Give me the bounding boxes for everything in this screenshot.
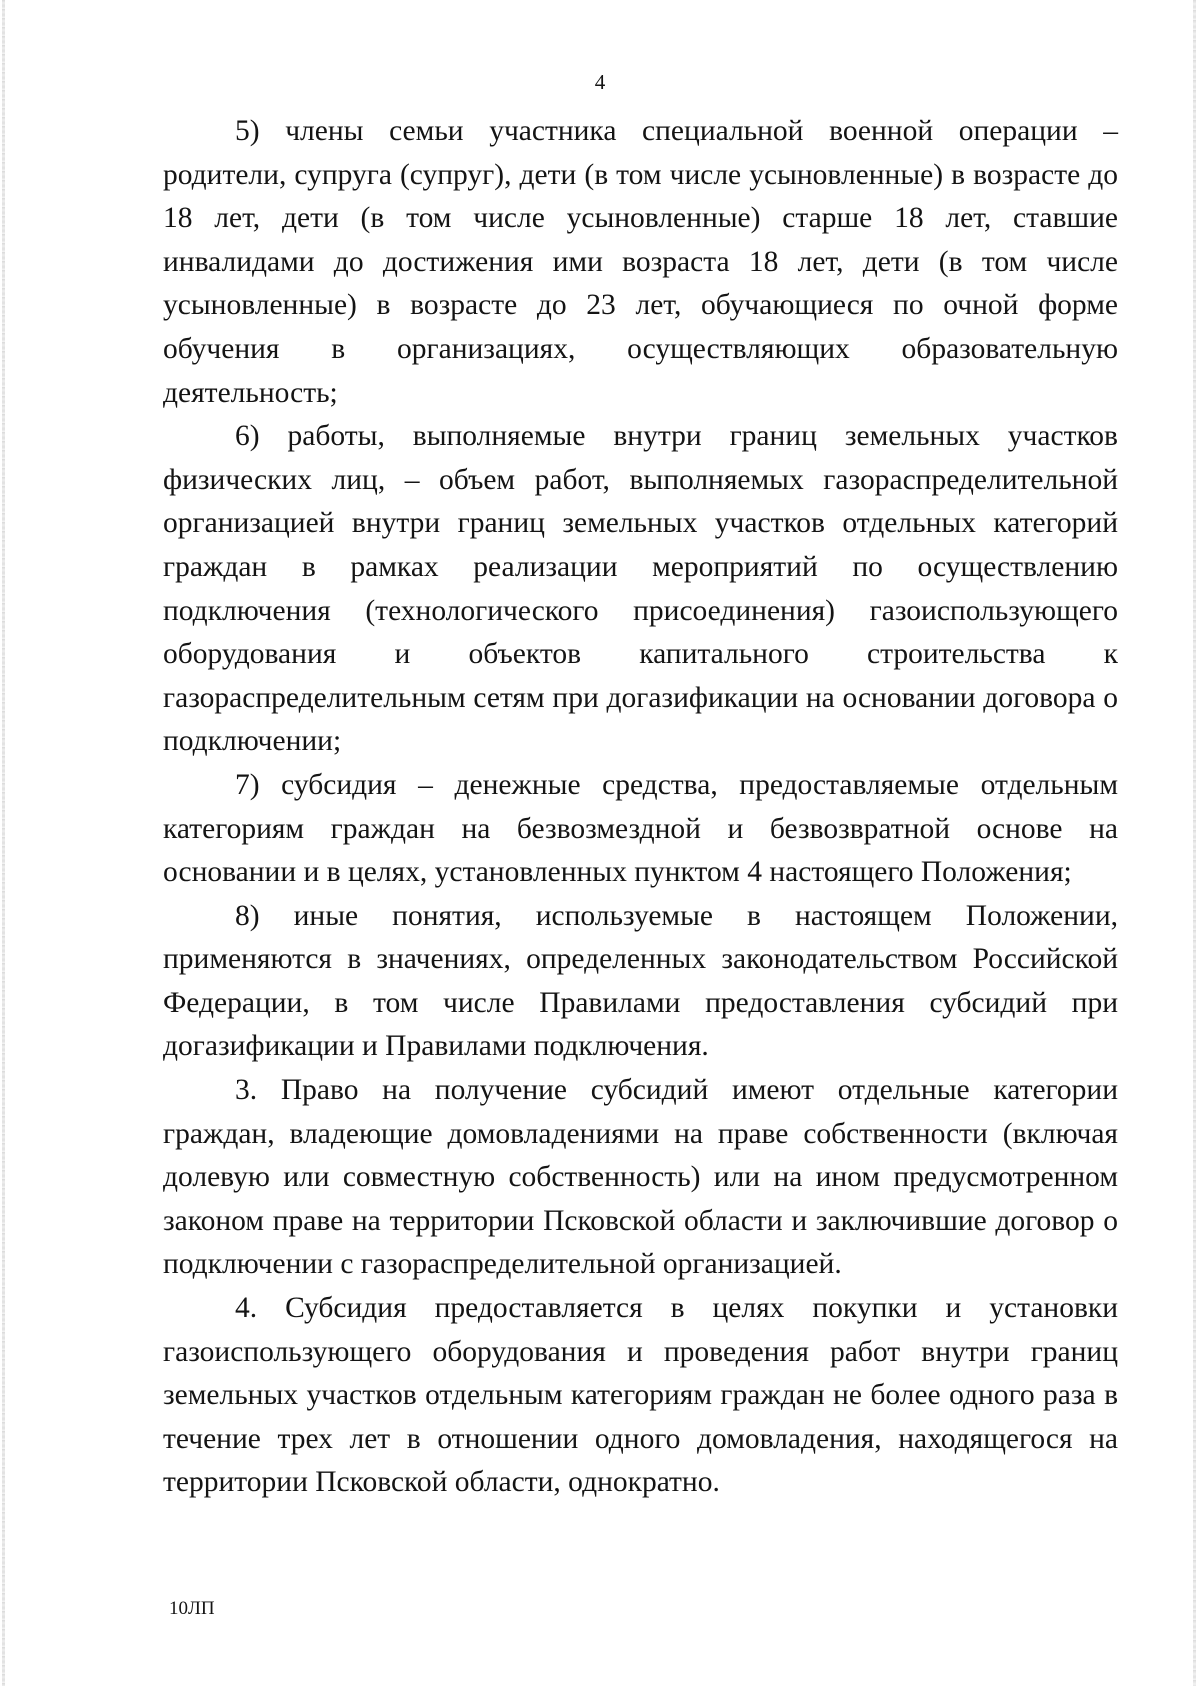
paragraph-item-8-other-terms: 8) иные понятия, используемые в настоящем Положении, применяются в значениях, определенных законодательством Российской Федерации, в том числе Правилами предоставления субсидий при догазификации и Правилами подключения. [163,899,1118,1063]
scan-edge-right [1193,0,1196,1686]
scan-edge-left [2,0,5,1686]
paragraph-section-3-right-to-subsidy: 3. Право на получение субсидий имеют отдельные категории граждан, владеющие домовладениями на праве собственности (включая долевую или совместную собственность) или на ином предусмотренном законом праве на территории Псковской области и заключившие договор о подключении с газораспределительной организацией. [163,1074,1118,1281]
paragraph-section-4-subsidy-purpose: 4. Субсидия предоставляется в целях покупки и установки газоиспользующего оборудования и проведения работ внутри границ земельных участков отдельным категориям граждан не более одного раза в течение трех лет в отношении одного домовладения, находящегося на территории Псковской области, однократно. [163,1292,1118,1499]
paragraph-item-7-subsidy: 7) субсидия – денежные средства, предоставляемые отдельным категориям граждан на безвозмездной и безвозвратной основе на основании и в целях, установленных пунктом 4 настоящего Положения; [163,768,1118,889]
paragraph-item-5-family-members: 5) члены семьи участника специальной военной операции – родители, супруга (супруг), дети (в том числе усыновленные) в возрасте до 18 лет, дети (в том числе усыновленные) старше 18 лет, ставшие инвалидами до достижения ими возраста 18 лет, дети (в том числе усыновленные) в возрасте до 23 лет, обучающиеся по очной форме обучения в организациях, осуществляющих образовательную деятельность; [163,115,1118,409]
paragraph-item-6-works: 6) работы, выполняемые внутри границ земельных участков физических лиц, – объем работ, выполняемых газораспределительной организацией внутри границ земельных участков отдельных категорий граждан в рамках реализации мероприятий по осуществлению подключения (технологического присоединения) газоиспользующего оборудования и объектов капитального строительства к газораспределительным сетям при догазификации на основании договора о подключении; [163,420,1118,758]
footer-code: 10ЛП [169,1598,215,1619]
document-body [163,110,1118,1505]
page-number: 4 [594,70,606,94]
